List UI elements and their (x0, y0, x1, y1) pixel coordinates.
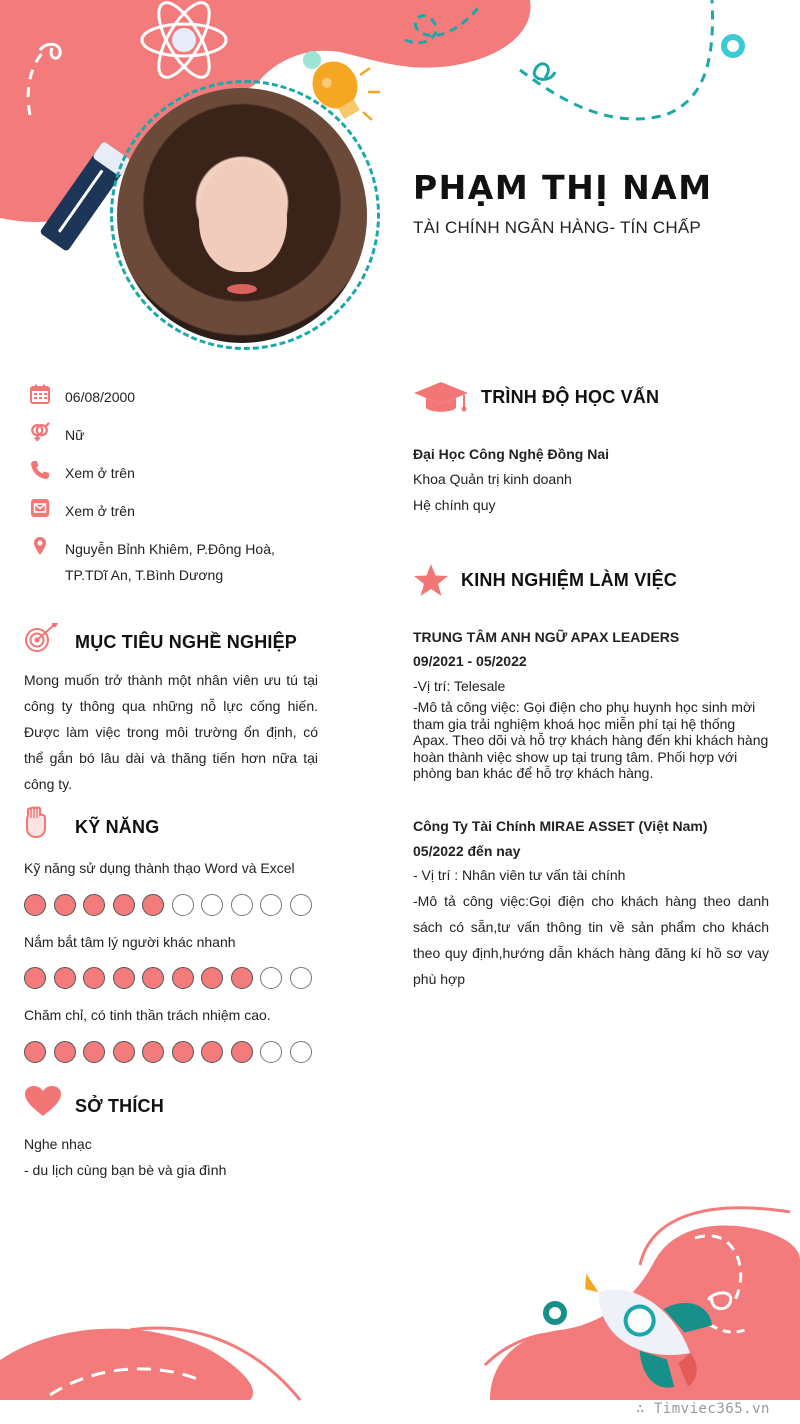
rating-dot-filled (24, 967, 46, 989)
contact-address (30, 536, 320, 588)
gender-icon (30, 422, 50, 442)
watermark: ∴ Timviec365.vn (636, 1401, 770, 1417)
education-type: Hệ chính quy (413, 497, 496, 513)
contact-phone (30, 460, 320, 486)
job-position: -Vị trí: Telesale (413, 678, 506, 694)
rating-dot-filled (201, 1041, 223, 1063)
skill-label: Kỹ năng sử dụng thành thạo Word và Excel (24, 860, 295, 876)
rating-dot-filled (172, 1041, 194, 1063)
education-major: Khoa Quản trị kinh doanh (413, 471, 572, 487)
heart-icon (24, 1085, 62, 1117)
gender-text: Nữ (65, 427, 85, 443)
job-position: - Vị trí : Nhân viên tư vấn tài chính (413, 867, 626, 883)
skill-rating (24, 967, 312, 989)
avatar (117, 88, 367, 343)
job-company: Công Ty Tài Chính MIRAE ASSET (Việt Nam) (413, 818, 708, 834)
job-period: 09/2021 - 05/2022 (413, 653, 527, 669)
contact-birthdate (30, 384, 320, 410)
rating-dot-empty (260, 1041, 282, 1063)
skill-rating (24, 1041, 312, 1063)
rating-dot-filled (142, 967, 164, 989)
contact-email (30, 498, 320, 524)
rating-dot-filled (201, 967, 223, 989)
objective-heading: MỤC TIÊU NGHỀ NGHIỆP (75, 632, 298, 652)
rating-dot-filled (54, 1041, 76, 1063)
skill-label: Chăm chỉ, có tinh thần trách nhiệm cao. (24, 1007, 271, 1023)
job-description: -Mô tả công việc: Gọi điện cho phụ huynh học sinh mời tham gia trải nghiệm khoá học miễn phí tại hệ thống Apax. Theo dõi và hỗ trợ khách hàng đến khi khách hàng hoàn thành việc show up tại trung tâm. Phối hợp với phòng ban khác để hỗ trợ khách hàng. (413, 699, 769, 781)
job-period: 05/2022 đến nay (413, 843, 521, 859)
rating-dot-filled (113, 894, 135, 916)
rating-dot-empty (290, 1041, 312, 1063)
job-description: -Mô tả công việc:Gọi điện cho khách hàng theo danh sách có sẵn,tư vấn thông tin về sản phẩm cho khách theo quy định,hướng dẫn khách hàng đăng kí hồ sơ vay phù hợp (413, 893, 769, 987)
star-icon (413, 563, 449, 597)
graduation-cap-icon (413, 380, 469, 416)
rating-dot-filled (142, 1041, 164, 1063)
rating-dot-filled (24, 1041, 46, 1063)
skills-heading: KỸ NĂNG (75, 817, 160, 837)
rating-dot-filled (231, 967, 253, 989)
job-company: TRUNG TÂM ANH NGỮ APAX LEADERS (413, 629, 680, 645)
rating-dot-filled (231, 1041, 253, 1063)
candidate-name: PHẠM THỊ NAM (413, 168, 713, 207)
job-title: TÀI CHÍNH NGÂN HÀNG- TÍN CHẤP (413, 218, 701, 237)
skill-rating (24, 894, 312, 916)
rating-dot-filled (83, 894, 105, 916)
skill-label: Nắm bắt tâm lý người khác nhanh (24, 934, 236, 950)
avatar-mouth (227, 284, 257, 294)
calendar-icon (30, 384, 50, 404)
rating-dot-empty (290, 967, 312, 989)
rating-dot-filled (142, 894, 164, 916)
rating-dot-filled (54, 894, 76, 916)
rating-dot-filled (172, 967, 194, 989)
rating-dot-empty (290, 894, 312, 916)
email-text: Xem ở trên (65, 503, 135, 519)
rating-dot-filled (24, 894, 46, 916)
rating-dot-filled (83, 967, 105, 989)
avatar-face (199, 160, 287, 272)
rating-dot-filled (113, 1041, 135, 1063)
rating-dot-empty (260, 894, 282, 916)
rating-dot-empty (260, 967, 282, 989)
rating-dot-filled (113, 967, 135, 989)
birthdate-text: 06/08/2000 (65, 389, 136, 405)
phone-text: Xem ở trên (65, 465, 135, 481)
education-heading: TRÌNH ĐỘ HỌC VẤN (481, 387, 660, 407)
phone-icon (30, 460, 50, 480)
education-school: Đại Học Công Nghệ Đồng Nai (413, 446, 609, 462)
address-text: Nguyễn Bỉnh Khiêm, P.Đông Hoà, TP.TDĩ An, T.Bình Dương (65, 541, 275, 583)
target-icon (24, 622, 60, 654)
rating-dot-filled (83, 1041, 105, 1063)
experience-heading: KINH NGHIỆM LÀM VIỆC (461, 570, 678, 590)
fist-icon (24, 806, 48, 838)
contact-gender (30, 422, 320, 448)
hobby-item: - du lịch cùng bạn bè và gia đình (24, 1162, 227, 1178)
rating-dot-empty (172, 894, 194, 916)
rating-dot-filled (54, 967, 76, 989)
rating-dot-empty (231, 894, 253, 916)
hobby-item: Nghe nhạc (24, 1136, 92, 1152)
location-pin-icon (30, 536, 50, 556)
objective-text: Mong muốn trở thành một nhân viên ưu tú tại công ty thông qua những nỗ lực cống hiến. Được làm việc trong môi trường ổn định, có thể gắn bó lâu dài và thăng tiến hơn nữa tại công ty. (24, 672, 318, 792)
rating-dot-empty (201, 894, 223, 916)
email-icon (30, 498, 50, 518)
hobbies-heading: SỞ THÍCH (75, 1096, 164, 1116)
